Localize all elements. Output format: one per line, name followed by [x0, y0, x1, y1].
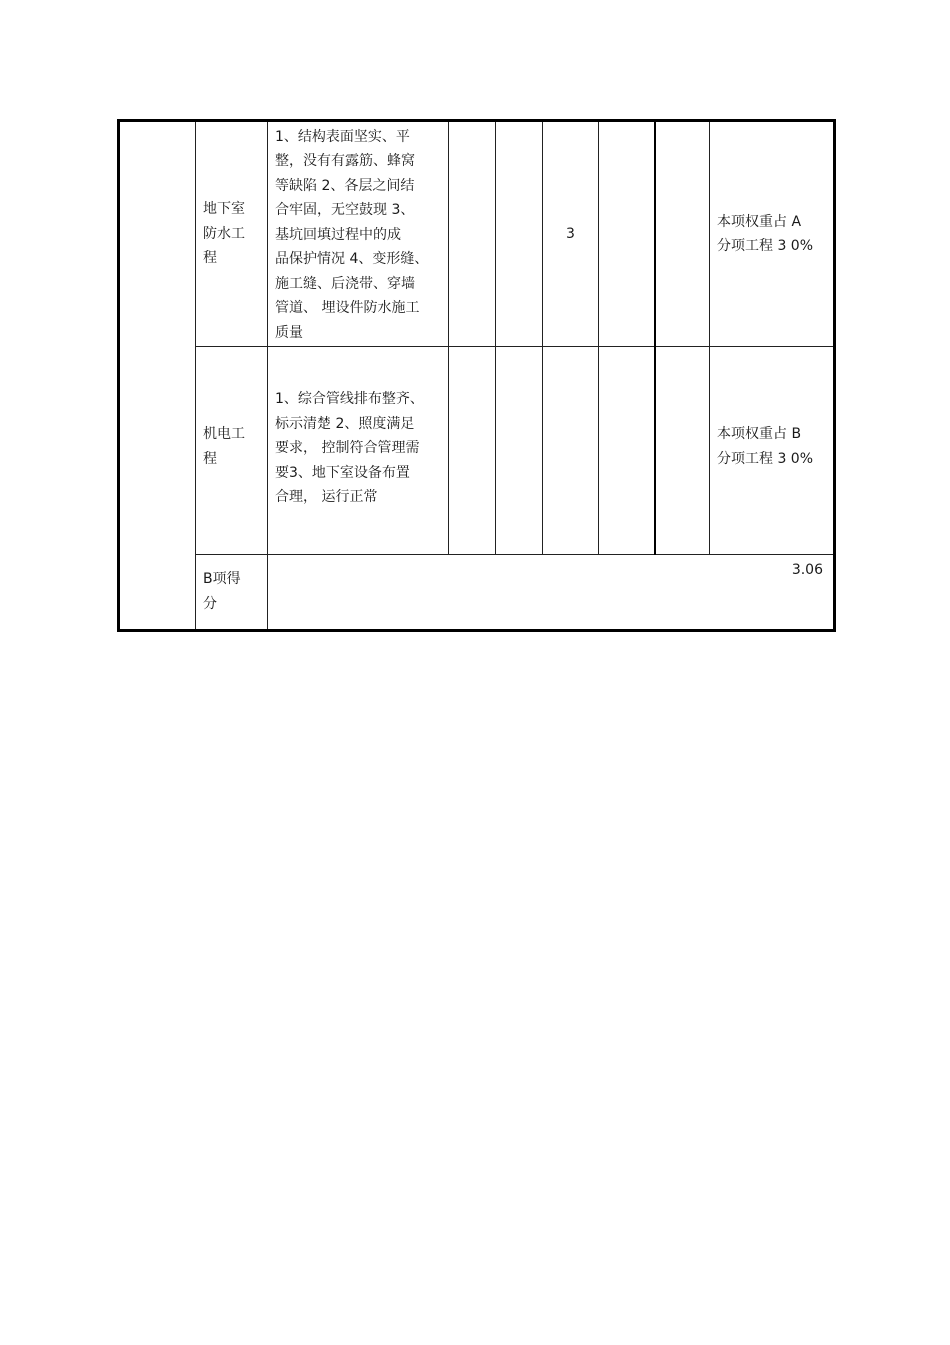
weight-note-line: 本项权重占 B	[717, 426, 802, 442]
item-name-line: 防水工	[203, 225, 245, 242]
criteria-line: 要求， 控制符合管理需	[275, 440, 420, 456]
weight-note-cell	[710, 347, 835, 555]
criteria-cell	[268, 121, 449, 347]
criteria-line: 基坑回填过程中的成	[275, 226, 401, 243]
criteria-line: 要3、地下室设备布置	[275, 464, 410, 481]
evaluation-table	[117, 119, 836, 632]
item-name-line: 地下室	[203, 201, 245, 218]
criteria-cell	[268, 347, 449, 555]
score-cell	[543, 347, 599, 555]
weight-note-line: 分项工程 3 0%	[717, 450, 814, 467]
category-cell	[119, 121, 196, 631]
subtotal-label-line: 分	[203, 595, 217, 612]
grade-cell	[496, 121, 543, 347]
subtotal-value: 3.06	[268, 555, 835, 631]
weight-note-line: 分项工程 3 0%	[717, 238, 814, 254]
item-name-cell	[196, 347, 268, 555]
weight-note-cell	[710, 121, 835, 347]
criteria-line: 质量	[275, 324, 303, 341]
criteria-line: 整，没有有露筋、蜂窝	[275, 153, 415, 170]
criteria-line: 等缺陷 2、各层之间结	[275, 177, 415, 194]
subtotal-label-line: B项得	[203, 571, 241, 587]
criteria-line: 合牢固，无空鼓现 3、	[275, 202, 415, 219]
weight-note-line: 本项权重占 A	[717, 213, 802, 230]
table-row	[119, 121, 835, 347]
item-name-line: 机电工	[203, 426, 245, 442]
subtotal-label-cell	[196, 555, 268, 631]
grade-cell	[496, 347, 543, 555]
item-name-line: 程	[203, 250, 217, 267]
grade-cell	[599, 121, 655, 347]
item-name-cell	[196, 121, 268, 347]
criteria-line: 标示清楚 2、照度满足	[275, 415, 415, 432]
table-row	[119, 347, 835, 555]
grade-cell	[599, 347, 655, 555]
grade-cell	[449, 347, 496, 555]
criteria-line: 施工缝、后浇带、穿墙	[275, 275, 415, 292]
item-name-line: 程	[203, 450, 217, 467]
criteria-line: 1、结构表面坚实、平	[275, 128, 410, 145]
subtotal-row	[119, 555, 835, 631]
criteria-line: 1、综合管线排布整齐、	[275, 391, 424, 407]
grade-cell	[655, 347, 710, 555]
grade-cell	[449, 121, 496, 347]
grade-cell	[655, 121, 710, 347]
criteria-line: 品保护情况 4、变形缝、	[275, 251, 429, 268]
score-cell: 3	[543, 121, 599, 347]
criteria-line: 管道、 埋设件防水施工	[275, 300, 420, 317]
criteria-line: 合理， 运行正常	[275, 489, 378, 505]
